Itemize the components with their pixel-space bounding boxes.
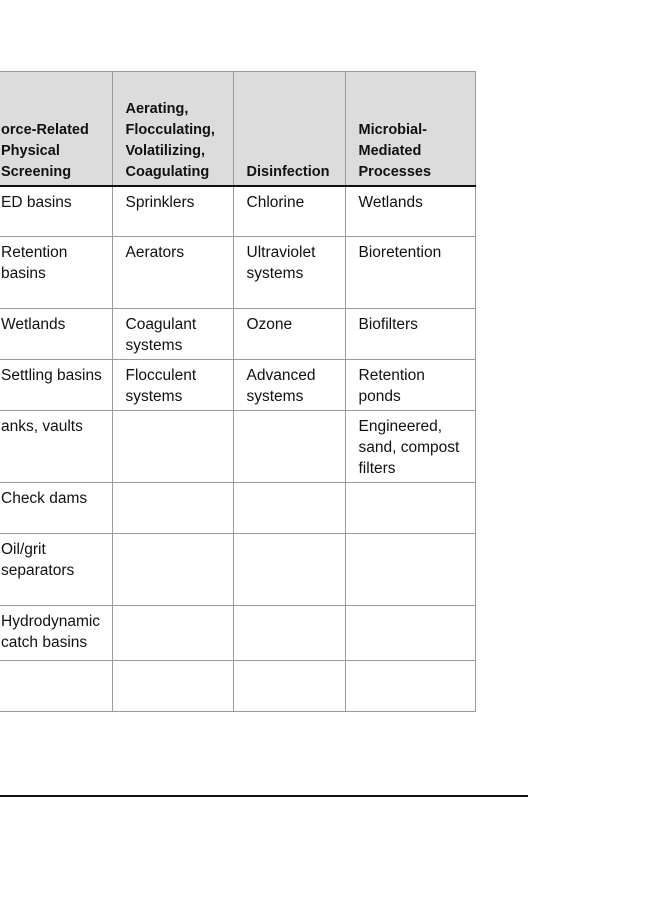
table-cell: ED basins [0,186,112,237]
table-row [0,411,475,483]
table-cell [345,483,475,534]
table-header-row [0,72,475,186]
table-cell: Ozone [233,309,345,360]
table-cell [233,411,345,483]
table-row [0,534,475,606]
table-cell: Chlorine [233,186,345,237]
table-cell [233,483,345,534]
table-cell [233,661,345,712]
table-cell: Check dams [0,483,112,534]
table-cell: anks, vaults [0,411,112,483]
treatment-processes-table [0,71,476,712]
table-cell [112,411,233,483]
table-cell [233,606,345,661]
table-cell: Coagulant systems [112,309,233,360]
table-cell [345,534,475,606]
table-cell: Hydrodynamic catch basins [0,606,112,661]
table-cell: Flocculent systems [112,360,233,411]
table-cell: Engineered, sand, compost filters [345,411,475,483]
table-cell [233,534,345,606]
table-cell: Sprinklers [112,186,233,237]
table-cell [345,661,475,712]
table-cell [112,606,233,661]
table-row [0,186,475,237]
table-cell: Settling basins [0,360,112,411]
table-row [0,360,475,411]
table-row [0,483,475,534]
header-aerating-flocculating: Aerating, Flocculating, Volatilizing, Coagulating [112,72,233,186]
table-row [0,661,475,712]
table-row [0,237,475,309]
header-disinfection: Disinfection [233,72,345,186]
table-cell: Biofilters [345,309,475,360]
footer-rule [0,795,528,797]
table-cell [112,534,233,606]
table-cell: Retention basins [0,237,112,309]
table-row [0,309,475,360]
header-microbial-processes: Microbial- Mediated Processes [345,72,475,186]
table-cell [112,661,233,712]
table-cell: Oil/grit separators [0,534,112,606]
table-cell: Wetlands [0,309,112,360]
table-cell: Advanced systems [233,360,345,411]
table-cell: Wetlands [345,186,475,237]
table-row [0,606,475,661]
table-cell: Bioretention [345,237,475,309]
table-cell [345,606,475,661]
table-cell: Ultraviolet systems [233,237,345,309]
header-physical-screening: orce-Related Physical Screening [0,72,112,186]
table-cell [0,661,112,712]
table-cell [112,483,233,534]
table-cell: Retention ponds [345,360,475,411]
table-cell: Aerators [112,237,233,309]
